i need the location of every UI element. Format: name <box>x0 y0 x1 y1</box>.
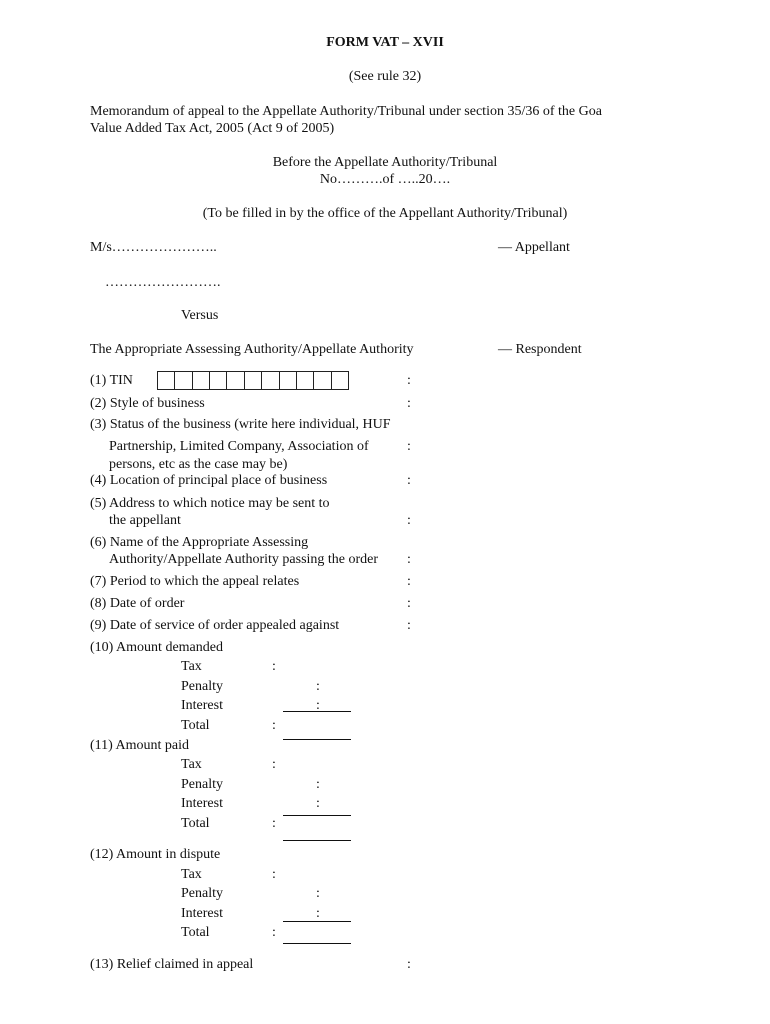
address-label-2: the appellant <box>109 513 181 528</box>
tin-cell[interactable] <box>158 372 175 389</box>
demanded-penalty-colon: : <box>316 679 320 694</box>
status-label-1: (3) Status of the business (write here individual, HUF <box>90 417 391 432</box>
amount-demanded-label: (10) Amount demanded <box>90 640 223 655</box>
ms-line: M/s………………….. <box>90 240 217 255</box>
tin-cell[interactable] <box>297 372 314 389</box>
demanded-interest-underline <box>283 711 351 712</box>
address-label-1: (5) Address to which notice may be sent to <box>90 496 330 511</box>
appellant-label: — Appellant <box>498 240 570 255</box>
paid-tax-label: Tax <box>181 757 202 772</box>
dotted-line: ……………………. <box>105 275 221 290</box>
tin-cell[interactable] <box>314 372 331 389</box>
date-of-service-label: (9) Date of service of order appealed against <box>90 618 340 633</box>
authority-name-colon: : <box>407 552 411 567</box>
appeal-number-line: No……….of …..20…. <box>319 172 451 187</box>
form-title: FORM VAT – XVII <box>326 35 444 50</box>
demanded-tax-label: Tax <box>181 659 202 674</box>
date-of-order-label: (8) Date of order <box>90 596 185 611</box>
respondent-label: — Respondent <box>498 342 582 357</box>
dispute-interest-label: Interest <box>181 906 223 921</box>
demanded-penalty-label: Penalty <box>181 679 223 694</box>
tin-cell[interactable] <box>280 372 297 389</box>
paid-interest-colon: : <box>316 796 320 811</box>
dispute-total-label: Total <box>181 925 210 940</box>
memorandum-line-1: Memorandum of appeal to the Appellate Authority/Tribunal under section 35/36 of the Goa <box>90 104 602 119</box>
versus-label: Versus <box>181 308 219 323</box>
date-of-service-colon: : <box>407 618 411 633</box>
tin-cell[interactable] <box>227 372 244 389</box>
dispute-interest-underline <box>283 921 351 922</box>
relief-colon: : <box>407 957 411 972</box>
tin-cell[interactable] <box>332 372 348 389</box>
paid-penalty-label: Penalty <box>181 777 223 792</box>
demanded-tax-colon: : <box>272 659 276 674</box>
rule-reference: (See rule 32) <box>348 69 422 84</box>
amount-paid-label: (11) Amount paid <box>90 738 190 753</box>
status-label-3: persons, etc as the case may be) <box>109 457 288 472</box>
demanded-interest-colon: : <box>316 698 320 713</box>
dispute-penalty-colon: : <box>316 886 320 901</box>
status-colon: : <box>407 439 411 454</box>
authority-name-label-1: (6) Name of the Appropriate Assessing <box>90 535 309 550</box>
respondent-authority: The Appropriate Assessing Authority/Appellate Authority <box>90 342 414 357</box>
dispute-tax-colon: : <box>272 867 276 882</box>
dispute-total-underline <box>283 943 351 944</box>
memorandum-line-2: Value Added Tax Act, 2005 (Act 9 of 2005) <box>90 121 335 136</box>
dispute-penalty-label: Penalty <box>181 886 223 901</box>
address-colon: : <box>407 513 411 528</box>
paid-penalty-colon: : <box>316 777 320 792</box>
period-label: (7) Period to which the appeal relates <box>90 574 300 589</box>
location-colon: : <box>407 473 411 488</box>
tin-input-boxes[interactable] <box>157 371 349 390</box>
tin-label: (1) TIN <box>90 373 133 388</box>
office-note: (To be filled in by the office of the Appellant Authority/Tribunal) <box>202 206 568 221</box>
before-authority: Before the Appellate Authority/Tribunal <box>272 155 498 170</box>
status-label-2: Partnership, Limited Company, Association of <box>109 439 369 454</box>
tin-cell[interactable] <box>262 372 279 389</box>
paid-total-colon: : <box>272 816 276 831</box>
demanded-total-underline <box>283 739 351 740</box>
tin-cell[interactable] <box>245 372 262 389</box>
relief-claimed-label: (13) Relief claimed in appeal <box>90 957 254 972</box>
dispute-tax-label: Tax <box>181 867 202 882</box>
paid-total-underline <box>283 840 351 841</box>
tin-cell[interactable] <box>175 372 192 389</box>
period-colon: : <box>407 574 411 589</box>
paid-total-label: Total <box>181 816 210 831</box>
paid-tax-colon: : <box>272 757 276 772</box>
authority-name-label-2: Authority/Appellate Authority passing the order <box>109 552 379 567</box>
demanded-total-label: Total <box>181 718 210 733</box>
tin-cell[interactable] <box>193 372 210 389</box>
dispute-interest-colon: : <box>316 906 320 921</box>
amount-in-dispute-label: (12) Amount in dispute <box>90 847 221 862</box>
style-colon: : <box>407 396 411 411</box>
tin-cell[interactable] <box>210 372 227 389</box>
paid-interest-label: Interest <box>181 796 223 811</box>
date-of-order-colon: : <box>407 596 411 611</box>
tin-colon: : <box>407 373 411 388</box>
location-label: (4) Location of principal place of business <box>90 473 328 488</box>
paid-interest-underline <box>283 815 351 816</box>
dispute-total-colon: : <box>272 925 276 940</box>
demanded-interest-label: Interest <box>181 698 223 713</box>
demanded-total-colon: : <box>272 718 276 733</box>
style-of-business-label: (2) Style of business <box>90 396 205 411</box>
